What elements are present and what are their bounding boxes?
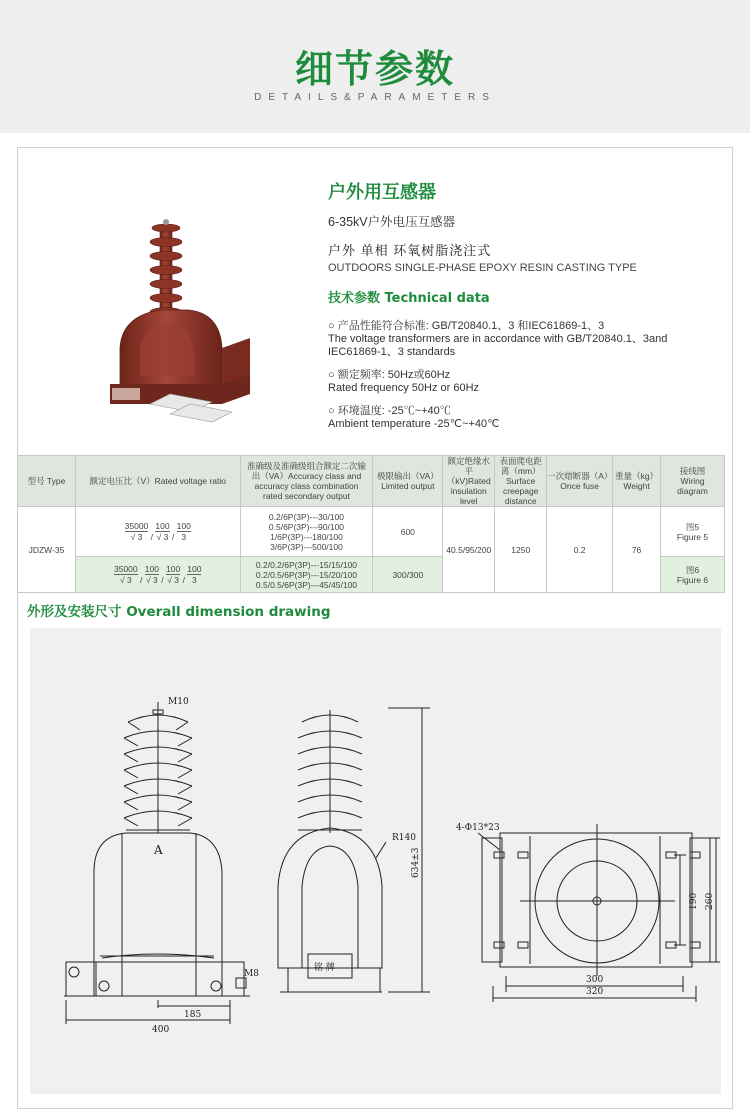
cell-accuracy (240, 557, 373, 593)
accuracy-line: 0.2/0.5/6P(3P)---15/20/100 (255, 569, 358, 580)
col-creepage (495, 456, 547, 507)
spec-line: ○ 产品性能符合标准: GB/T20840.1、3 和IEC61869-1、3 (328, 320, 605, 332)
spec-line: ○ 环境温度: -25℃~+40℃ (328, 405, 451, 417)
label-190: 190 (689, 892, 699, 910)
table-row (18, 507, 725, 557)
page-header (0, 0, 750, 133)
cell-insulation: 40.5/95/200 (443, 507, 495, 593)
header-line: creepage (503, 486, 539, 496)
header-line: 离（mm） (500, 466, 541, 476)
header-line: 表面爬电距 (499, 456, 542, 466)
label-a: A (154, 843, 163, 857)
accuracy-line: 0.2/0.2/6P(3P)---15/15/100 (255, 559, 358, 570)
accuracy-line: 0.5/6P(3P)---90/100 (268, 521, 345, 532)
cell-ratio: $\frac{35000}{√ 3}$ / $\frac{100}{√ 3}$ / $\frac{100}{√ 3}$ / $\frac{100}{3}$ (75, 557, 240, 593)
label-260: 260 (705, 892, 715, 910)
label-holes: 4-Φ13*23 (456, 823, 500, 833)
spec-line: ○ 额定频率: 50Hz或60Hz (328, 369, 451, 381)
col-ratio: 额定电压比（V）Rated voltage ratio (75, 456, 240, 507)
header-line: Once fuse (560, 481, 600, 491)
ratio-fraction: $\frac{100}{√ 3}$ (144, 564, 159, 585)
spec-temperature (328, 405, 718, 431)
wiring-line: Figure 5 (676, 531, 709, 542)
header-line: diagram (677, 486, 708, 496)
product-title: 户外用互感器 (328, 182, 436, 203)
product-type-en: OUTDOORS SINGLE-PHASE EPOXY RESIN CASTING TYPE (328, 262, 637, 274)
col-wiring (661, 456, 725, 507)
header-line: distance (504, 496, 537, 506)
spec-line: The voltage transformers are in accordance with GB/T20840.1、3and (328, 333, 668, 345)
label-m10: M10 (168, 697, 189, 707)
spec-line: Rated frequency 50Hz or 60Hz (328, 382, 480, 394)
cell-model: JDZW-35 (18, 507, 76, 593)
col-model: 型号 Type (18, 456, 76, 507)
col-weight (613, 456, 661, 507)
cell-weight: 76 (613, 507, 661, 593)
header-line: Wiring (680, 476, 705, 486)
label-320: 320 (586, 987, 604, 997)
wiring-line: 图6 (685, 564, 700, 575)
header-line: Weight (623, 481, 650, 491)
col-fuse (547, 456, 613, 507)
page-subtitle: DETAILS&PARAMETERS (254, 92, 496, 103)
table-header-row (18, 456, 725, 507)
product-type-cn: 户外 单相 环氧树脂浇注式 (328, 243, 492, 258)
header-line: 准确级及准确级组合额定二次输 (246, 461, 366, 471)
tech-heading: 技术参数 Technical data (328, 291, 490, 306)
label-m8: M8 (244, 969, 259, 979)
ratio-fraction: $\frac{100}{3}$ (187, 564, 202, 585)
spec-table (17, 455, 725, 593)
header-line: 一次熔断器（A） (547, 471, 613, 481)
header-line: rated secondary output (262, 491, 350, 501)
label-nameplate: 铭 牌 (314, 963, 335, 973)
label-r140: R140 (392, 833, 416, 843)
dimension-drawing (30, 628, 721, 1094)
ratio-fraction: $\frac{100}{3}$ (176, 521, 191, 542)
cell-limited: 600 (373, 507, 443, 557)
header-line: accuracy class combination (254, 481, 359, 491)
header-line: 极限输出（VA） (376, 471, 439, 481)
label-height: 634±3 (411, 847, 421, 878)
accuracy-line: 1/6P(3P)---180/100 (270, 531, 343, 542)
ratio-fraction: $\frac{35000}{√ 3}$ (114, 564, 138, 585)
ratio-fraction: $\frac{35000}{√ 3}$ (124, 521, 149, 542)
header-line: （kV)Rated (446, 476, 491, 486)
cell-wiring (661, 557, 725, 593)
label-185: 185 (184, 1010, 202, 1020)
col-accuracy (240, 456, 373, 507)
wiring-line: 图5 (685, 521, 700, 532)
col-insulation (443, 456, 495, 507)
cell-wiring (661, 507, 725, 557)
cell-creepage: 1250 (495, 507, 547, 593)
wiring-line: Figure 6 (676, 574, 709, 585)
header-line: 接线图 (679, 466, 706, 476)
cell-limited: 300/300 (373, 557, 443, 593)
label-400: 400 (152, 1025, 170, 1035)
header-line: Limited output (381, 481, 435, 491)
spec-line: Ambient temperature -25℃~+40℃ (328, 418, 500, 430)
header-line: 重量（kg） (615, 471, 659, 481)
accuracy-line: 0.5/0.5/6P(3P)---45/45/100 (255, 579, 358, 590)
spec-line: IEC61869-1、3 standards (328, 346, 456, 358)
spec-standard (328, 320, 718, 359)
accuracy-line: 3/6P(3P)---500/100 (270, 541, 343, 552)
accuracy-line: 0.2/6P(3P)---30/100 (268, 511, 345, 522)
header-line: level (460, 496, 478, 506)
drawing-title: 外形及安装尺寸 Overall dimension drawing (27, 604, 331, 620)
header-line: Surface (506, 476, 536, 486)
dimension-drawing-panel (30, 628, 721, 1094)
header-line: insulation (450, 486, 487, 496)
spec-frequency (328, 369, 718, 395)
ratio-fraction: $\frac{100}{√ 3}$ (166, 564, 181, 585)
header-line: 出（VA）Accuracy class and (251, 471, 362, 481)
product-info (328, 178, 718, 431)
col-limited (373, 456, 443, 507)
cell-accuracy (240, 507, 373, 557)
product-photo (100, 198, 300, 433)
product-subtitle: 6-35kV户外电压互感器 (328, 215, 456, 229)
page-title: 细节参数 (294, 47, 455, 91)
ratio-fraction: $\frac{100}{√ 3}$ (155, 521, 170, 542)
header-line: 额定绝缘水平 (447, 456, 491, 476)
cell-ratio: $\frac{35000}{√ 3}$ / $\frac{100}{√ 3}$ / $\frac{100}{3}$ (75, 507, 240, 557)
cell-fuse: 0.2 (547, 507, 613, 593)
label-300: 300 (586, 975, 604, 985)
